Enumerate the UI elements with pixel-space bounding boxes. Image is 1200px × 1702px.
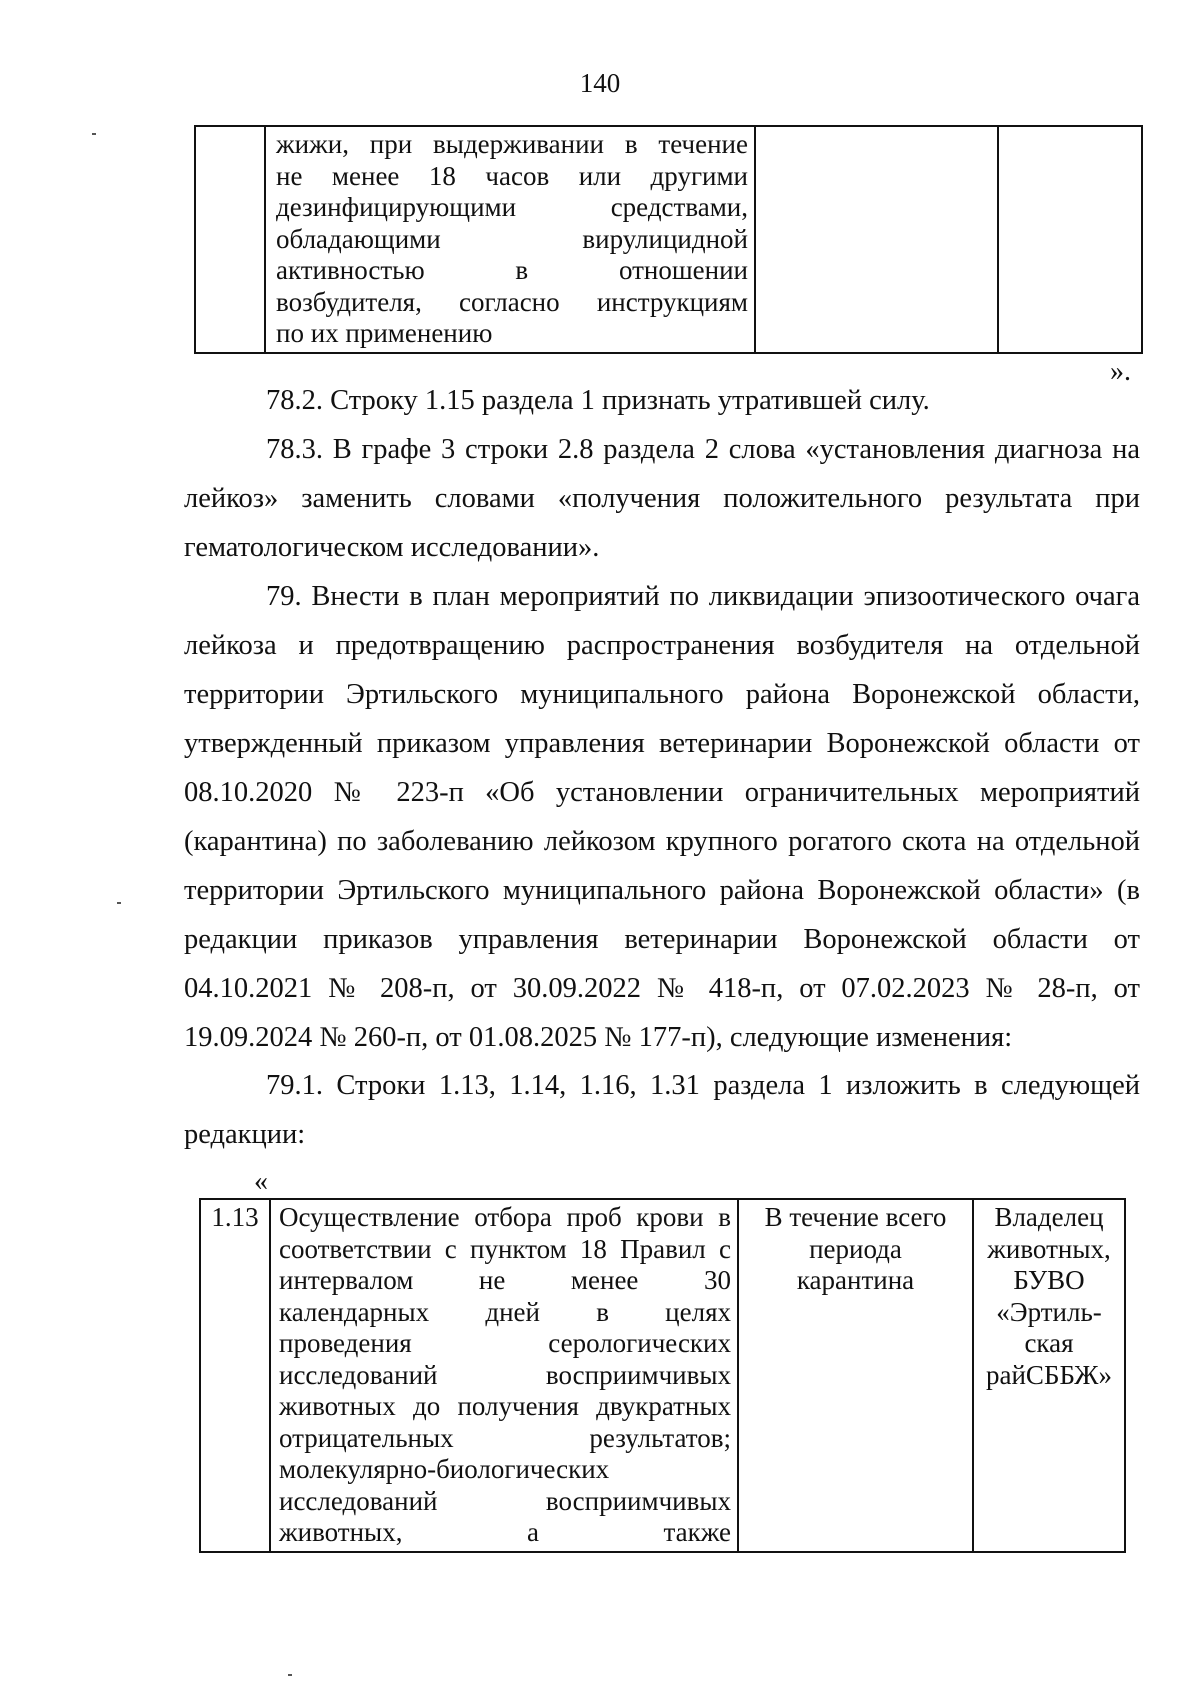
scan-speck xyxy=(117,902,121,904)
text-line: 79.1. Строки 1.13, 1.14, 1.16, 1.31 раздела 1 изложить в следующей xyxy=(266,1070,1140,1101)
text-line: (карантина) по заболеванию лейкозом крупного рогатого скота на отдельной xyxy=(184,826,1140,857)
text-line: 08.10.2020 № 223-п «Об установлении ограничительных мероприятий xyxy=(184,777,1140,808)
text-line: территории Эртильского муниципального района Воронежской области, xyxy=(184,679,1140,710)
period-cell xyxy=(755,126,998,353)
table-fragment-top xyxy=(194,125,1143,354)
desc-line: дезинфицирующими средствами, xyxy=(276,192,748,222)
measure-description-cell xyxy=(270,1199,738,1552)
measure-description-cell xyxy=(265,126,755,353)
responsible-line: ская xyxy=(1024,1328,1074,1358)
desc-line: молекулярно-биологических xyxy=(279,1454,610,1484)
row-number-cell xyxy=(195,126,265,353)
scan-speck xyxy=(92,133,96,135)
text-line: лейкоза и предотвращению распространения возбудителя на отдельной xyxy=(184,630,1140,661)
desc-line: не менее 18 часов или другими xyxy=(276,160,748,191)
table-row-1-13 xyxy=(199,1198,1126,1553)
closing-quote: ». xyxy=(1110,356,1131,387)
desc-line: соответствии с пунктом 18 Правил с xyxy=(279,1233,731,1264)
responsible-line: Владелец xyxy=(994,1202,1104,1232)
responsible-line: райСББЖ» xyxy=(986,1359,1112,1390)
text-line: редакции приказов управления ветеринарии Воронежской области от xyxy=(184,924,1140,955)
paragraph-78-3 xyxy=(184,425,1140,572)
desc-line: исследований восприимчивых xyxy=(279,1485,731,1516)
period-line: карантина xyxy=(796,1265,915,1295)
responsible-cell xyxy=(998,126,1142,353)
desc-line: проведения серологических xyxy=(279,1328,731,1358)
paragraph-79 xyxy=(184,572,1140,1062)
paragraph-78-2 xyxy=(184,376,1200,425)
desc-line: жижи, при выдерживании в течение xyxy=(276,129,748,159)
desc-line: Осуществление отбора проб крови в xyxy=(279,1202,731,1232)
desc-line: активностью в отношении xyxy=(276,255,748,285)
text-line: редакции: xyxy=(184,1119,306,1150)
responsible-line: БУВО xyxy=(1013,1265,1085,1295)
text-line: утвержденный приказом управления ветеринарии Воронежской области от xyxy=(184,728,1140,759)
desc-line: животных до получения двукратных xyxy=(279,1391,731,1421)
desc-line: календарных дней в целях xyxy=(279,1296,731,1327)
opening-quote: « xyxy=(254,1166,268,1197)
text-line: территории Эртильского муниципального района Воронежской области» (в xyxy=(184,875,1140,906)
desc-line: животных, а также xyxy=(279,1517,731,1547)
desc-line: обладающими вирулицидной xyxy=(276,223,748,254)
responsible-line: животных, xyxy=(987,1233,1111,1264)
period-line: периода xyxy=(809,1233,902,1264)
desc-line: интервалом не менее 30 xyxy=(279,1265,731,1295)
table-row xyxy=(195,126,1142,353)
row-number-cell: 1.13 xyxy=(200,1199,270,1552)
text-line: 79. Внести в план мероприятий по ликвидации эпизоотического очага xyxy=(266,581,1140,612)
text-line: гематологическом исследовании». xyxy=(184,532,600,563)
table-row xyxy=(200,1199,1125,1552)
text-line: лейкоз» заменить словами «получения положительного результата при xyxy=(184,483,1140,514)
text-line: 78.3. В графе 3 строки 2.8 раздела 2 слова «установления диагноза на xyxy=(266,434,1140,465)
paragraph-79-1 xyxy=(184,1061,1140,1159)
text-line: 19.09.2024 № 260-п, от 01.08.2025 № 177-п), следующие изменения: xyxy=(184,1022,1013,1053)
responsible-line: «Эртиль- xyxy=(996,1296,1102,1327)
desc-line: исследований восприимчивых xyxy=(279,1359,731,1390)
period-cell xyxy=(738,1199,973,1552)
desc-line: отрицательных результатов; xyxy=(279,1422,731,1453)
desc-line: по их применению xyxy=(276,318,493,348)
responsible-cell xyxy=(973,1199,1125,1552)
scan-speck xyxy=(288,1674,292,1676)
text-line: 04.10.2021 № 208-п, от 30.09.2022 № 418-п, от 07.02.2023 № 28-п, от xyxy=(184,973,1140,1004)
text-line: 78.2. Строку 1.15 раздела 1 признать утратившей силу. xyxy=(266,385,930,416)
period-line: В течение всего xyxy=(764,1202,947,1232)
page-number: 140 xyxy=(579,68,621,98)
desc-line: возбудителя, согласно инструкциям xyxy=(276,286,748,317)
